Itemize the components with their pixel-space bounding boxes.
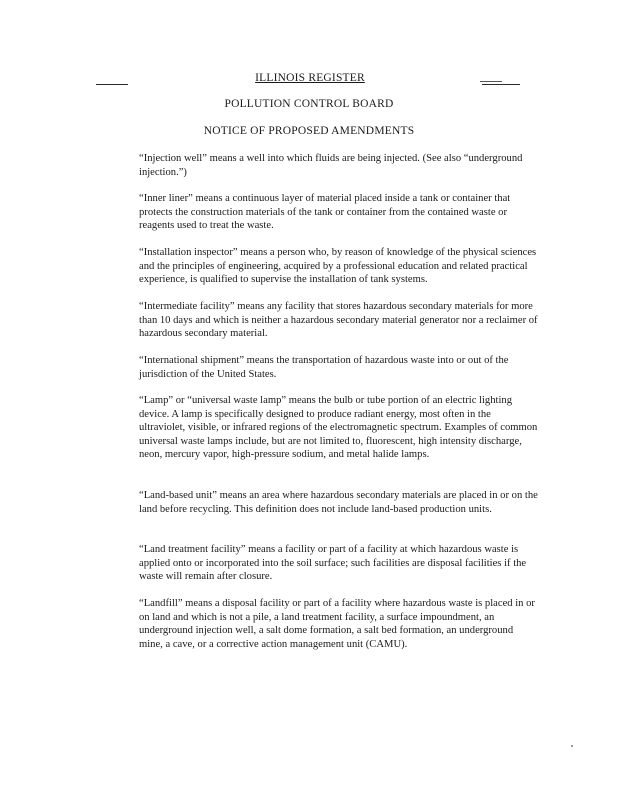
header-rule-left: [96, 84, 128, 85]
register-title: ILLINOIS REGISTER: [255, 72, 365, 84]
definition-international-shipment: “International shipment” means the transportation of hazardous waste into or out of the jurisdiction of the United States.: [139, 355, 509, 380]
header-rule-right: [482, 84, 520, 85]
definition-land-based-unit: “Land-based unit” means an area where hazardous secondary materials are placed in or on the land before recycling. This definition does not include land-based production units.: [139, 490, 538, 515]
board-title: POLLUTION CONTROL BOARD: [224, 98, 394, 110]
definition-lamp: “Lamp” or “universal waste lamp” means the bulb or tube portion of an electric lighting device. A lamp is specifically designed to produce radiant energy, most often in the ultraviolet, visible, or infrared regions of the electromagnetic spectrum. Examples of common universal waste lamps include, but are not limited to, fluorescent, high intensity discharge, neon, mercury vapor, high-pressure sodium, and metal halide lamps.: [139, 395, 538, 461]
definition-land-treatment-facility: “Land treatment facility” means a facility or part of a facility at which hazardous waste is applied onto or incorporated into the soil surface; such facilities are disposal facilities if the waste will remain after closure.: [139, 544, 527, 583]
header-rule-right-tick: [480, 81, 502, 82]
scan-speck: [571, 745, 573, 747]
definition-installation-inspector: “Installation inspector” means a person who, by reason of knowledge of the physical sciences and the principles of engineering, acquired by a professional education and related practical experience, is qualified to supervise the installation of tank systems.: [139, 247, 537, 286]
definition-intermediate-facility: “Intermediate facility” means any facility that stores hazardous secondary materials for more than 10 days and which is neither a hazardous secondary material generator nor a reclaimer of hazardous secondary material.: [139, 301, 538, 340]
definition-injection-well: “Injection well” means a well into which fluids are being injected. (See also “underground injection.”): [139, 153, 523, 178]
definition-inner-liner: “Inner liner” means a continuous layer of material placed inside a tank or container that protects the construction materials of the tank or container from the contained waste or reagents used to treat the waste.: [139, 193, 511, 232]
notice-title: NOTICE OF PROPOSED AMENDMENTS: [203, 125, 415, 137]
definition-landfill: “Landfill” means a disposal facility or part of a facility where hazardous waste is placed in or on land and which is not a pile, a land treatment facility, a surface impoundment, an underground injection well, a salt dome formation, a salt bed formation, an underground mine, a cave, or a corrective action management unit (CAMU).: [139, 598, 535, 650]
